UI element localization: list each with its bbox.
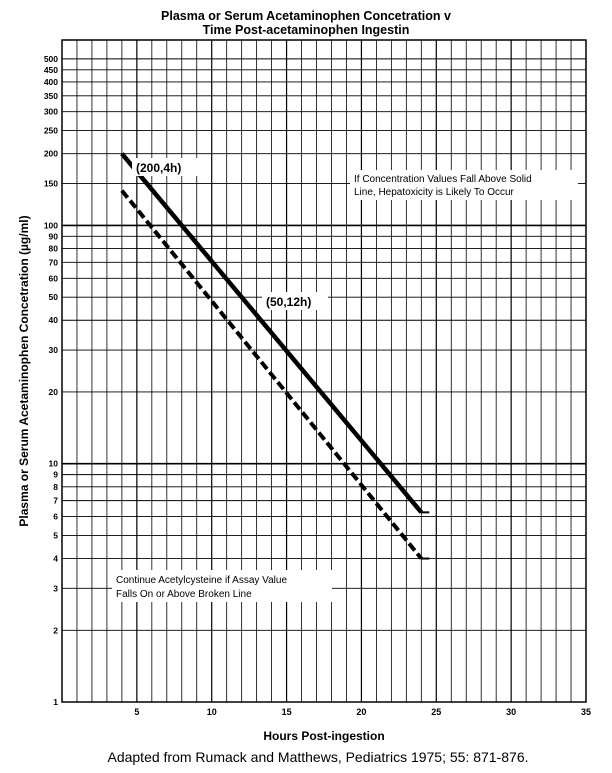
y-tick-label: 150 <box>43 178 58 189</box>
point-label-200-4h: (200,4h) <box>136 161 182 175</box>
y-tick-label: 500 <box>43 53 58 64</box>
plot-area <box>62 40 586 702</box>
y-tick-label: 6 <box>53 511 58 522</box>
y-tick-label: 5 <box>53 530 58 541</box>
y-tick-label: 100 <box>43 220 58 231</box>
y-tick-label: 350 <box>43 90 58 101</box>
y-tick-label: 70 <box>48 257 58 268</box>
y-axis-ticks <box>44 54 58 707</box>
y-tick-label: 450 <box>43 64 58 75</box>
x-tick-label: 25 <box>431 707 442 717</box>
y-tick-label: 300 <box>43 106 58 117</box>
y-tick-label: 250 <box>43 125 58 136</box>
acetylcysteine-note-line-1: Continue Acetylcysteine if Assay Value <box>116 575 288 586</box>
y-tick-label: 9 <box>53 469 58 480</box>
x-tick-label: 30 <box>506 707 517 717</box>
point-label-50-12h: (50,12h) <box>266 295 312 309</box>
x-axis-ticks <box>134 707 591 717</box>
y-tick-label: 400 <box>43 76 58 87</box>
x-tick-label: 20 <box>356 707 367 717</box>
y-tick-label: 80 <box>48 243 58 254</box>
y-tick-label: 3 <box>53 583 58 594</box>
x-tick-label: 15 <box>281 707 292 717</box>
y-tick-label: 10 <box>48 458 58 469</box>
x-axis-label: Hours Post-ingestion <box>263 729 385 743</box>
y-tick-label: 7 <box>53 495 58 506</box>
source-caption: Adapted from Rumack and Matthews, Pediatrics 1975; 55: 871-876. <box>107 749 529 765</box>
series <box>122 154 429 559</box>
y-tick-label: 4 <box>53 553 58 564</box>
y-axis-label: Plasma or Serum Acetaminophen Concetration (µg/ml) <box>17 215 31 527</box>
x-tick-label: 5 <box>134 707 140 717</box>
x-tick-label: 10 <box>206 707 217 717</box>
y-tick-label: 8 <box>53 481 58 492</box>
y-tick-label: 60 <box>48 273 58 284</box>
chart-title-line-2: Time Post-acetaminophen Ingestin <box>202 23 410 37</box>
y-tick-label: 90 <box>48 231 58 242</box>
y-tick-label: 200 <box>43 148 58 159</box>
grid <box>62 40 586 702</box>
acetylcysteine-note-line-2: Falls On or Above Broken Line <box>116 589 252 600</box>
chart-title-line-1: Plasma or Serum Acetaminophen Concetration v <box>161 9 451 23</box>
hepatotoxicity-note-line-1: If Concentration Values Fall Above Solid <box>354 174 532 185</box>
y-tick-label: 40 <box>48 315 58 326</box>
y-tick-label: 30 <box>48 345 58 356</box>
hepatotoxicity-note-line-2: Line, Hepatoxicity is Likely To Occur <box>354 187 514 198</box>
y-tick-label: 2 <box>53 625 58 636</box>
y-tick-label: 1 <box>53 697 58 707</box>
y-tick-label: 50 <box>48 292 58 303</box>
x-tick-label: 35 <box>580 707 592 717</box>
y-tick-label: 20 <box>48 386 58 397</box>
